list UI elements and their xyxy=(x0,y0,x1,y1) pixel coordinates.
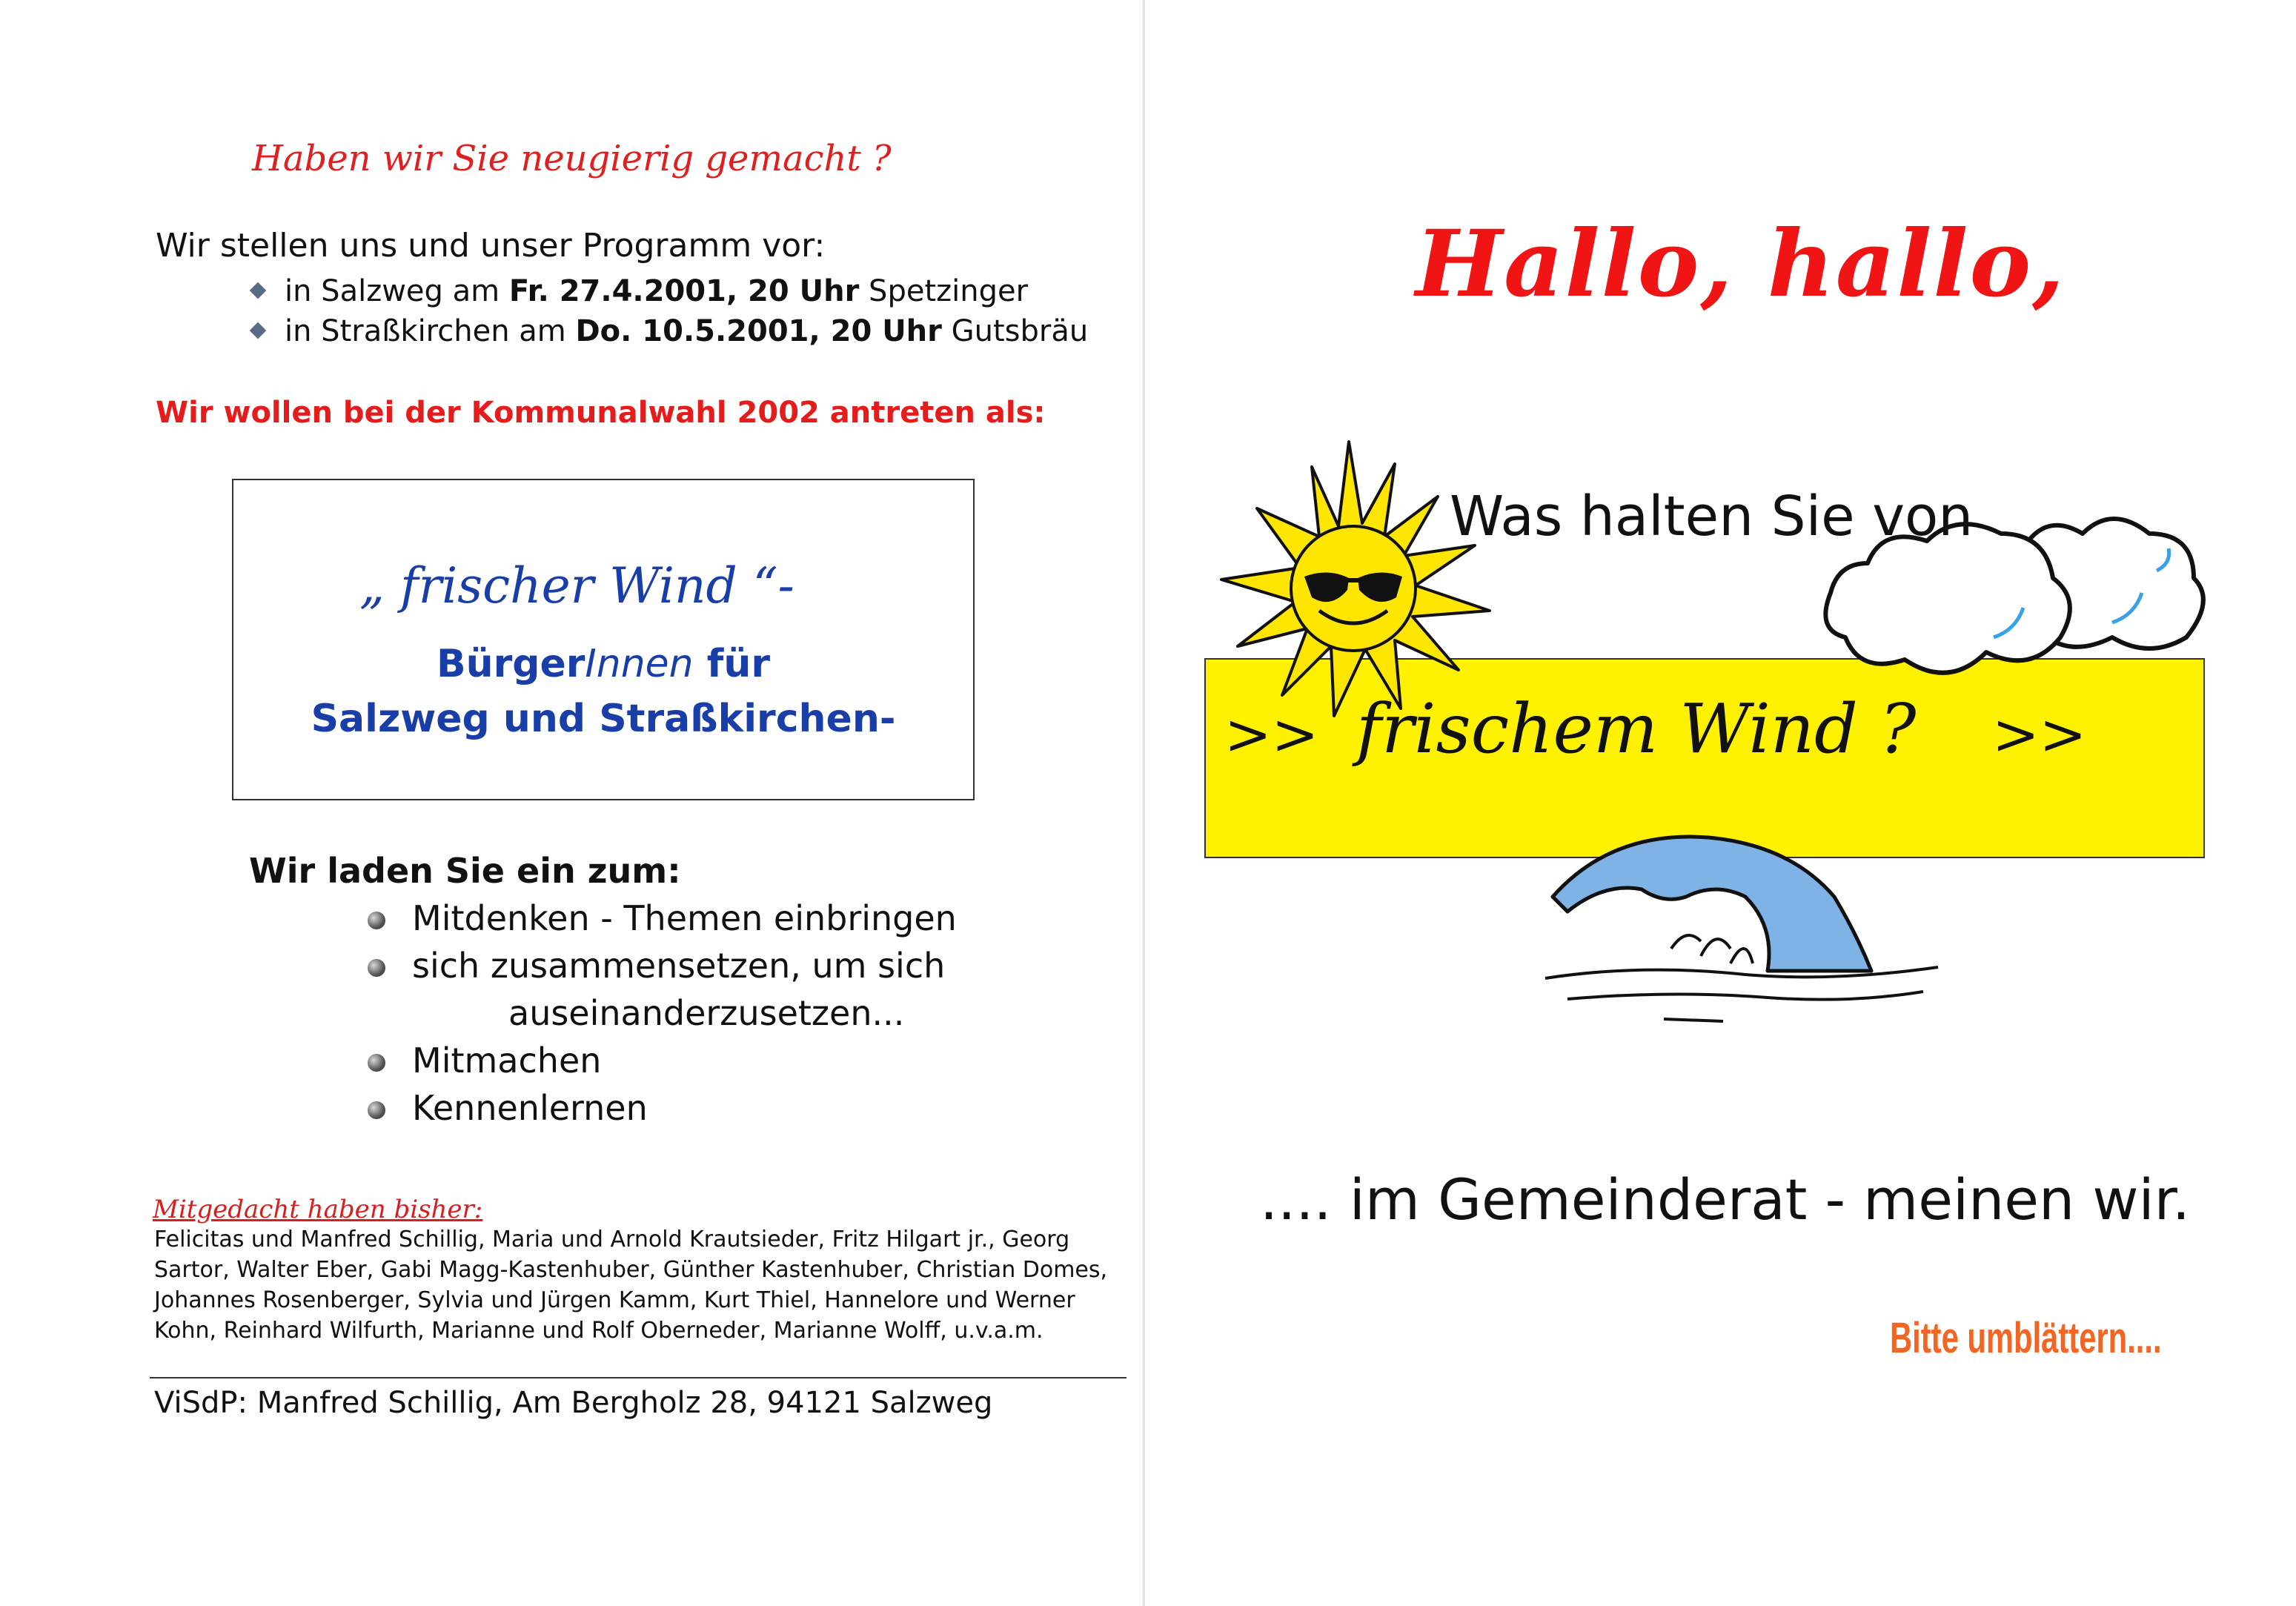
credits-list xyxy=(154,1224,1125,1346)
round-bullet-icon xyxy=(368,1054,385,1072)
diamond-bullet-icon xyxy=(250,322,267,339)
credits-line: Johannes Rosenberger, Sylvia und Jürgen Kamm, Kurt Thiel, Hannelore und Werner xyxy=(154,1287,1075,1313)
credits-line: Sartor, Walter Eber, Gabi Magg-Kastenhuber, Günther Kastenhuber, Christian Domes, xyxy=(154,1257,1108,1283)
round-bullet-icon xyxy=(368,912,385,929)
turn-page-hint: Bitte umblättern.... xyxy=(1890,1314,2162,1362)
slogan-line-places: Salzweg und Straßkirchen- xyxy=(311,697,896,741)
invite-item-text: auseinanderzusetzen... xyxy=(508,993,905,1033)
invite-item-text: sich zusammensetzen, um sich xyxy=(412,946,946,986)
invite-item-text: Mitdenken - Themen einbringen xyxy=(412,898,957,938)
question-intro: Was halten Sie von xyxy=(1450,485,1974,548)
teaser-heading: Haben wir Sie neugierig gemacht ? xyxy=(252,138,892,179)
event-date: Fr. 27.4.2001, 20 Uhr xyxy=(508,274,860,308)
event-item-salzweg xyxy=(252,274,1028,308)
invite-item-text: Kennenlernen xyxy=(412,1088,648,1128)
invite-item-continuation xyxy=(508,993,904,1033)
slogan-fuer: für xyxy=(693,642,771,686)
closing-statement: .... im Gemeinderat - meinen wir. xyxy=(1260,1167,2191,1232)
question-frischem-wind: frischem Wind ? xyxy=(1356,689,1917,769)
imprint: ViSdP: Manfred Schillig, Am Bergholz 28, 94121 Salzweg xyxy=(154,1386,993,1420)
round-bullet-icon xyxy=(368,959,385,977)
left-page xyxy=(0,0,1145,1606)
slogan-box xyxy=(232,479,975,800)
credits-line: Kohn, Reinhard Wilfurth, Marianne und Rolf Oberneder, Marianne Wolff, u.v.a.m. xyxy=(154,1318,1044,1344)
election-statement: Wir wollen bei der Kommunalwahl 2002 antreten als: xyxy=(156,396,1046,430)
event-place: in Straßkirchen am xyxy=(285,314,576,348)
sun-with-sunglasses-icon xyxy=(1201,434,1512,731)
chevron-left-marks: >> xyxy=(1224,701,1319,767)
event-place: in Salzweg am xyxy=(285,274,509,308)
slogan-buerger: Bürger xyxy=(436,642,585,686)
event-venue: Gutsbräu xyxy=(941,314,1089,348)
round-bullet-icon xyxy=(368,1101,385,1119)
invite-item-mitdenken xyxy=(412,898,957,938)
chevron-right-marks: >> xyxy=(1992,701,2087,767)
event-venue: Spetzinger xyxy=(859,274,1029,308)
invite-item-kennenlernen xyxy=(412,1088,648,1128)
diamond-bullet-icon xyxy=(250,282,267,299)
imprint-divider xyxy=(150,1377,1127,1378)
event-item-strasskirchen xyxy=(252,314,1088,348)
invite-item-zusammensetzen xyxy=(412,946,945,986)
wave-icon xyxy=(1523,815,1983,1030)
slogan-line-buergerinnen xyxy=(233,642,973,686)
greeting-headline: Hallo, hallo, xyxy=(1416,210,2066,318)
intro-text: Wir stellen uns und unser Programm vor: xyxy=(156,227,826,265)
slogan-name: „ frischer Wind “- xyxy=(359,557,794,614)
invite-item-text: Mitmachen xyxy=(412,1041,602,1081)
invite-heading: Wir laden Sie ein zum: xyxy=(249,851,681,891)
credits-heading: Mitgedacht haben bisher: xyxy=(153,1195,483,1224)
credits-line: Felicitas und Manfred Schillig, Maria und Arnold Krautsieder, Fritz Hilgart jr., Georg xyxy=(154,1227,1070,1252)
event-date: Do. 10.5.2001, 20 Uhr xyxy=(575,314,942,348)
invite-item-mitmachen xyxy=(412,1041,601,1081)
slogan-innen: Innen xyxy=(585,642,694,686)
